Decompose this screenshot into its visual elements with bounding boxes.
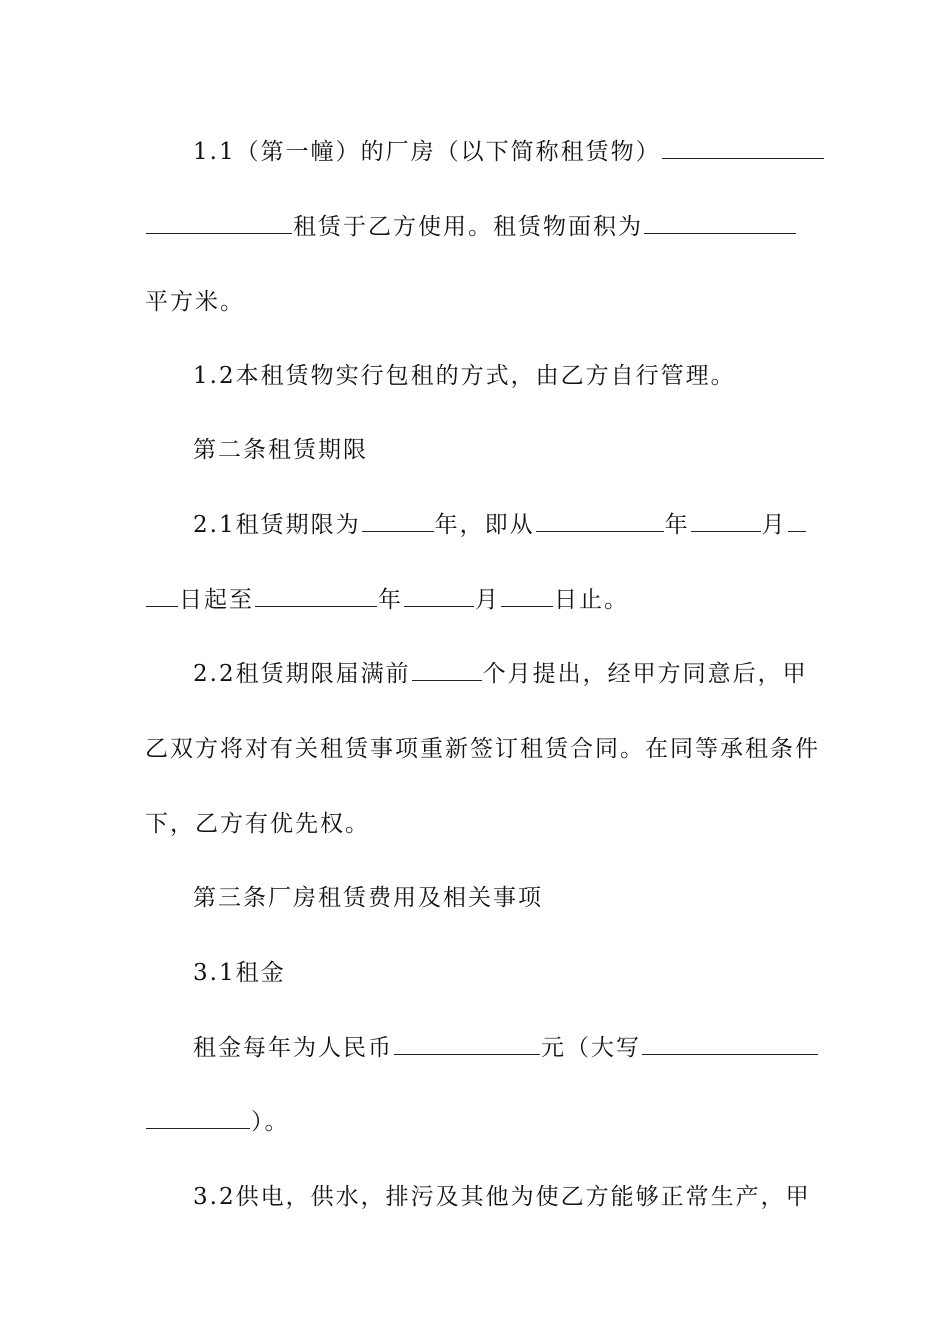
clause-text: 租金每年为人民币: [193, 1035, 393, 1061]
clause-2-1-line-1: [193, 505, 805, 545]
blank-field: [642, 1028, 818, 1055]
clause-text: 3.2供电，供水，排污及其他为使乙方能够正常生产，甲: [193, 1184, 811, 1210]
blank-field: [394, 1028, 540, 1055]
blank-field: [412, 654, 482, 681]
clause-3-2-line-1: [193, 1177, 811, 1217]
rent-line-1: [193, 1028, 805, 1068]
clause-text: 日起至: [179, 587, 254, 613]
blank-field: [501, 580, 553, 607]
clause-text: 年: [664, 512, 690, 538]
clause-text: 月: [761, 512, 787, 538]
clause-text: 2.2租赁期限届满前: [193, 661, 411, 687]
clause-text: 月: [475, 587, 500, 613]
blank-field: [255, 580, 377, 607]
clause-1-2: [193, 356, 805, 396]
clause-text: 年，即从: [434, 512, 535, 538]
clause-text: 3.1租金: [193, 960, 286, 986]
section-heading-3: [193, 878, 805, 918]
blank-field: [404, 580, 474, 607]
blank-field: [536, 505, 664, 532]
clause-2-2-line-2: [145, 729, 820, 769]
clause-1-1-line-2: [145, 207, 805, 247]
clause-text: 平方米。: [145, 289, 245, 315]
blank-field: [788, 505, 806, 532]
clause-2-1-line-2: [145, 580, 805, 620]
section-title: 第三条厂房租赁费用及相关事项: [193, 885, 543, 911]
clause-text: 乙双方将对有关租赁事项重新签订租赁合同。在同等承租条件: [145, 736, 820, 762]
blank-field: [662, 132, 824, 159]
blank-field: [644, 207, 796, 234]
clause-1-1-line-1: [193, 132, 805, 172]
clause-2-2-line-1: [193, 654, 808, 694]
section-title: 第二条租赁期限: [193, 437, 368, 463]
clause-text: 元（大写: [541, 1035, 641, 1061]
clause-text: 年: [378, 587, 403, 613]
clause-text: 1.1（第一幢）的厂房（以下简称租赁物）: [193, 139, 661, 165]
clause-text: 个月提出，经甲方同意后，甲: [482, 661, 808, 687]
clause-text: 下，乙方有优先权。: [145, 811, 370, 837]
clause-2-2-line-3: [145, 804, 805, 844]
blank-field: [146, 580, 178, 607]
clause-text: 2.1租赁期限为: [193, 512, 361, 538]
clause-text: ）。: [251, 1109, 290, 1135]
blank-field: [146, 1102, 250, 1129]
blank-field: [362, 505, 434, 532]
clause-text: 租赁于乙方使用。租赁物面积为: [293, 214, 643, 240]
clause-text: 1.2本租赁物实行包租的方式，由乙方自行管理。: [193, 363, 736, 389]
blank-field: [146, 207, 292, 234]
rent-line-2: [145, 1102, 805, 1142]
section-heading-2: [193, 430, 805, 470]
blank-field: [691, 505, 761, 532]
clause-3-1-title: [193, 953, 805, 993]
clause-text: 日止。: [554, 587, 629, 613]
clause-1-1-line-3: [145, 282, 805, 322]
